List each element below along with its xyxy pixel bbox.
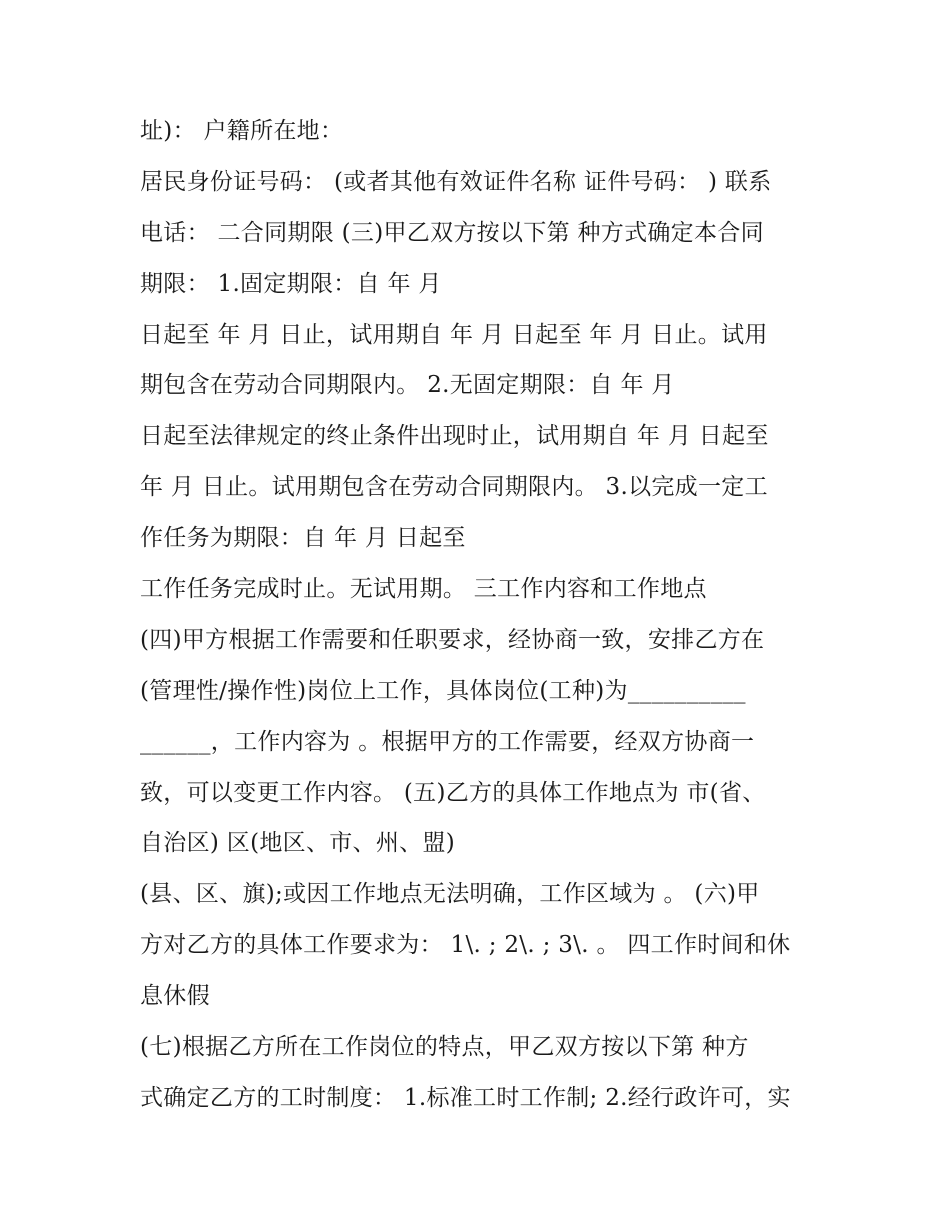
text-line: 作任务为期限：自 年 月 日起至	[140, 525, 466, 552]
text-line: 址)： 户籍所在地：	[140, 118, 344, 144]
text-line: ______，工作内容为 。根据甲方的工作需要，经双方协商一	[140, 728, 755, 755]
text-line: 期包含在劳动合同期限内。 2.无固定期限：自 年 月	[140, 372, 675, 399]
document-body	[140, 110, 820, 1128]
text-line: (七)根据乙方所在工作岗位的特点，甲乙双方按以下第 种方	[140, 1034, 749, 1061]
text-line: 致，可以变更工作内容。 (五)乙方的具体工作地点为 市(省、	[140, 779, 766, 806]
text-line: 年 月 日止。试用期包含在劳动合同期限内。 3.以完成一定工	[140, 474, 768, 501]
text-line: (管理性/操作性)岗位上工作，具体岗位(工种)为__________	[140, 677, 746, 704]
text-line: 电话： 二合同期限 (三)甲乙双方按以下第 种方式确定本合同	[140, 219, 764, 246]
text-line: 日起至 年 月 日止，试用期自 年 月 日起至 年 月 日止。试用	[140, 321, 768, 348]
text-line: (四)甲方根据工作需要和任职要求，经协商一致，安排乙方在	[140, 626, 765, 653]
text-line: 居民身份证号码： (或者其他有效证件名称 证件号码： ) 联系	[140, 168, 772, 195]
text-line: 式确定乙方的工时制度： 1.标准工时工作制; 2.经行政许可，实	[140, 1084, 791, 1111]
text-line: 期限： 1.固定期限：自 年 月	[140, 270, 442, 297]
text-line: 自治区) 区(地区、市、州、盟)	[140, 830, 456, 857]
text-line: (县、区、旗);或因工作地点无法明确，工作区域为 。 (六)甲	[140, 881, 760, 908]
text-line: 方对乙方的具体工作要求为： 1\. ; 2\. ; 3\. 。 四工作时间和休	[140, 932, 791, 959]
text-line: 息休假	[140, 983, 210, 1010]
text-line: 日起至法律规定的终止条件出现时止，试用期自 年 月 日起至	[140, 423, 769, 450]
text-line: 工作任务完成时止。无试用期。 三工作内容和工作地点	[140, 576, 707, 603]
